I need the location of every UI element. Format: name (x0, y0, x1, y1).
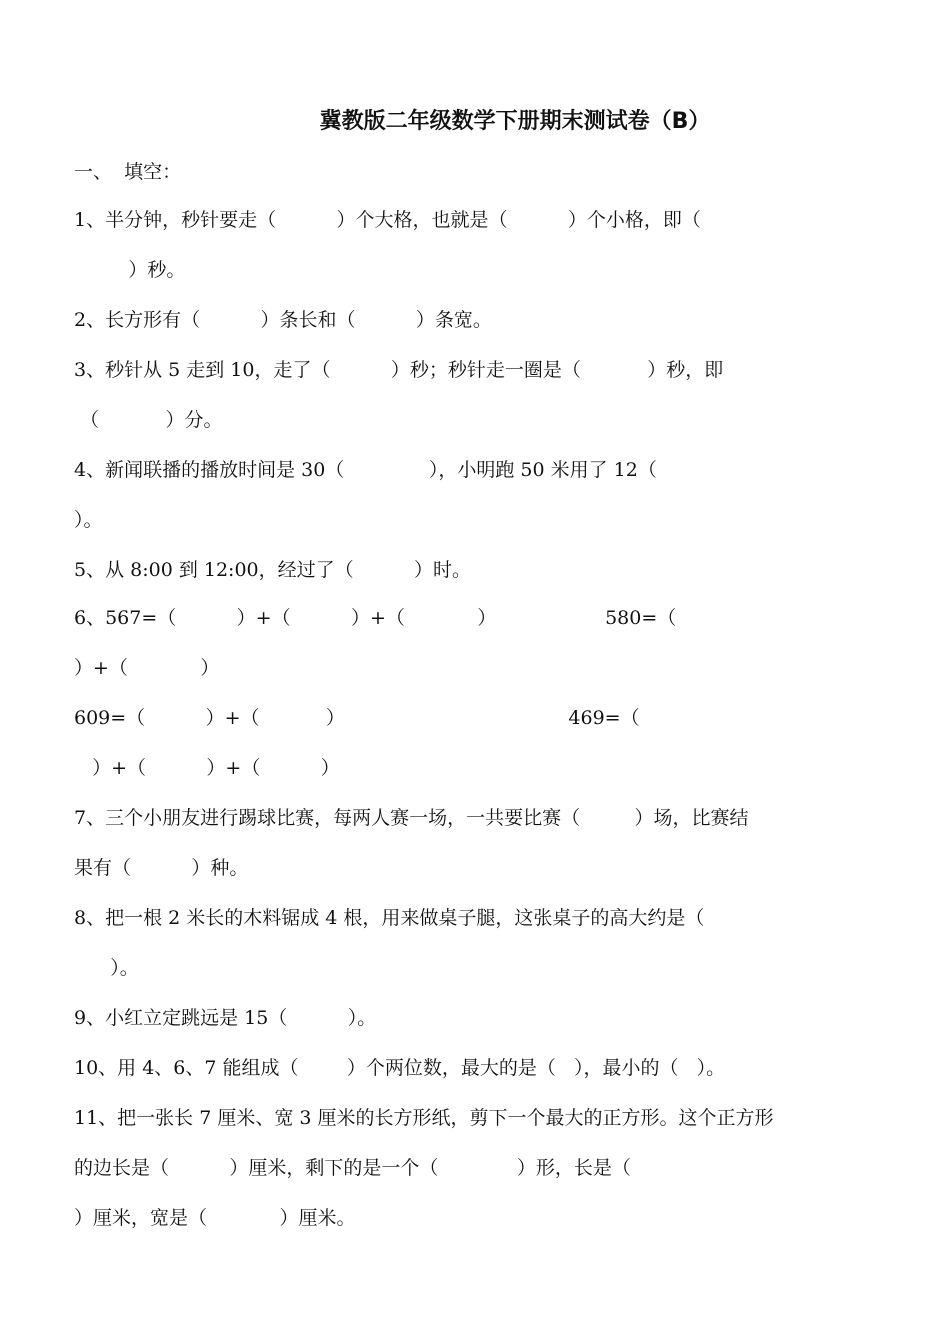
question-line: 7、三个小朋友进行踢球比赛，每两人赛一场，一共要比赛（ ）场，比赛结 (74, 807, 749, 829)
question-line: 2、长方形有（ ）条长和（ ）条宽。 (74, 309, 492, 331)
section-heading: 一、 填空： (74, 161, 182, 183)
question-line: 10、用 4、6、7 能组成（ ）个两位数，最大的是（ ），最小的（ ）。 (74, 1057, 726, 1079)
question-line: 6、567=（ ）+（ ）+（ ） 580=（ (74, 607, 677, 629)
question-line: 609=（ ）+（ ） 469=（ (74, 707, 640, 729)
question-line: ）。 (74, 957, 139, 979)
question-line: 3、秒针从 5 走到 10，走了（ ）秒；秒针走一圈是（ ）秒，即 (74, 359, 724, 381)
question-line: 11、把一张长 7 厘米、宽 3 厘米的长方形纸，剪下一个最大的正方形。这个正方形 (74, 1107, 774, 1129)
question-line: ）+（ ） (74, 657, 220, 679)
question-line: （ ）分。 (74, 409, 223, 431)
question-line: ）。 (74, 509, 103, 531)
question-line: ）秒。 (74, 259, 186, 281)
question-line: 的边长是（ ）厘米，剩下的是一个（ ）形，长是（ (74, 1157, 631, 1179)
question-line: 1、半分钟，秒针要走（ ）个大格，也就是（ ）个小格，即（ (74, 209, 701, 231)
question-line: 9、小红立定跳远是 15（ ）。 (74, 1007, 377, 1029)
question-line: 果有（ ）种。 (74, 857, 249, 879)
question-line: 4、新闻联播的播放时间是 30（ ），小明跑 50 米用了 12（ (74, 459, 657, 481)
question-line: ）+（ ）+（ ） (74, 757, 340, 779)
question-line: 8、把一根 2 米长的木料锯成 4 根，用来做桌子腿，这张桌子的高大约是（ (74, 907, 705, 929)
question-line: ）厘米，宽是（ ）厘米。 (74, 1207, 356, 1229)
page-title: 冀教版二年级数学下册期末测试卷（B） (319, 109, 711, 134)
question-line: 5、从 8:00 到 12:00，经过了（ ）时。 (74, 559, 472, 581)
